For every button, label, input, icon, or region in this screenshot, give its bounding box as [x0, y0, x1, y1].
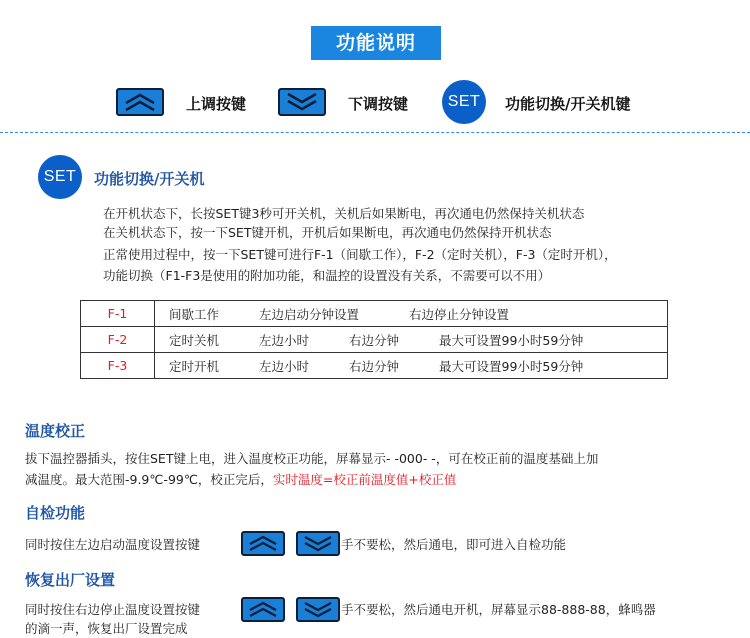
page-title: 功能说明 [311, 26, 441, 60]
up-key-label: 上调按键 [186, 95, 247, 113]
function-name: 间歇工作 [169, 306, 220, 322]
table-row [81, 353, 668, 379]
divider [0, 132, 750, 133]
set-section-title: 功能切换/开关机 [94, 170, 205, 188]
selftest-prefix: 同时按住左边启动温度设置按键 [25, 537, 201, 552]
function-code: F-1 [81, 301, 155, 327]
function-code: F-3 [81, 353, 155, 379]
double-chevron-up-icon [116, 88, 164, 116]
double-chevron-down-icon [278, 88, 326, 116]
double-chevron-down-icon [296, 597, 340, 622]
down-key-label: 下调按键 [348, 95, 409, 113]
selftest-title: 自检功能 [25, 504, 86, 522]
function-left: 左边启动分钟设置 [259, 306, 360, 322]
calibration-line-2 [25, 470, 456, 489]
function-max: 最大可设置99小时59分钟 [439, 332, 584, 348]
function-max: 最大可设置99小时59分钟 [439, 358, 584, 374]
function-right: 右边停止分钟设置 [409, 306, 510, 322]
calibration-title: 温度校正 [25, 422, 86, 440]
function-desc [155, 327, 668, 353]
set-line-3: 正常使用过程中，按一下SET键可进行F-1（间歇工作），F-2（定时关机），F-3（定时开机）， [103, 247, 617, 262]
calibration-formula: 实时温度=校正前温度值+校正值 [272, 472, 457, 487]
selftest-suffix: 手不要松，然后通电，即可进入自检功能 [341, 537, 567, 552]
factory-reset-suffix: 手不要松，然后通电开机，屏幕显示88-888-88，蜂鸣器 [341, 602, 656, 617]
double-chevron-up-icon [241, 531, 285, 556]
factory-reset-title: 恢复出厂设置 [25, 571, 116, 589]
set-line-4: 功能切换（F1-F3是使用的附加功能，和温控的设置没有关系，不需要可以不用） [103, 268, 551, 283]
function-code: F-2 [81, 327, 155, 353]
double-chevron-up-icon [241, 597, 285, 622]
double-chevron-down-icon [296, 531, 340, 556]
set-line-2: 在关机状态下，按一下SET键开机，开机后如果断电，再次通电仍然保持开机状态 [103, 225, 552, 240]
function-left: 左边小时 [259, 332, 310, 348]
function-left: 左边小时 [259, 358, 310, 374]
factory-reset-line-2: 的滴一声，恢复出厂设置完成 [25, 621, 188, 636]
set-key-label: 功能切换/开关机键 [505, 95, 631, 113]
function-name: 定时关机 [169, 332, 220, 348]
factory-reset-prefix: 同时按住右边停止温度设置按键 [25, 602, 201, 617]
function-desc [155, 353, 668, 379]
set-line-1: 在开机状态下，长按SET键3秒可开关机，关机后如果断电，再次通电仍然保持关机状态 [103, 206, 585, 221]
function-table [80, 300, 668, 379]
function-right: 右边分钟 [349, 358, 400, 374]
function-name: 定时开机 [169, 358, 220, 374]
calibration-line-1: 拔下温控器插头，按住SET键上电，进入温度校正功能，屏幕显示- -000- -，可在校正前的温度基础上加 [25, 451, 599, 466]
set-button-icon: SET [442, 80, 486, 124]
calibration-line-2-text: 减温度。最大范围-9.9℃-99℃，校正完后， [25, 472, 273, 487]
function-desc [155, 301, 668, 327]
set-badge-icon: SET [38, 155, 82, 199]
table-row [81, 301, 668, 327]
function-right: 右边分钟 [349, 332, 400, 348]
table-row [81, 327, 668, 353]
